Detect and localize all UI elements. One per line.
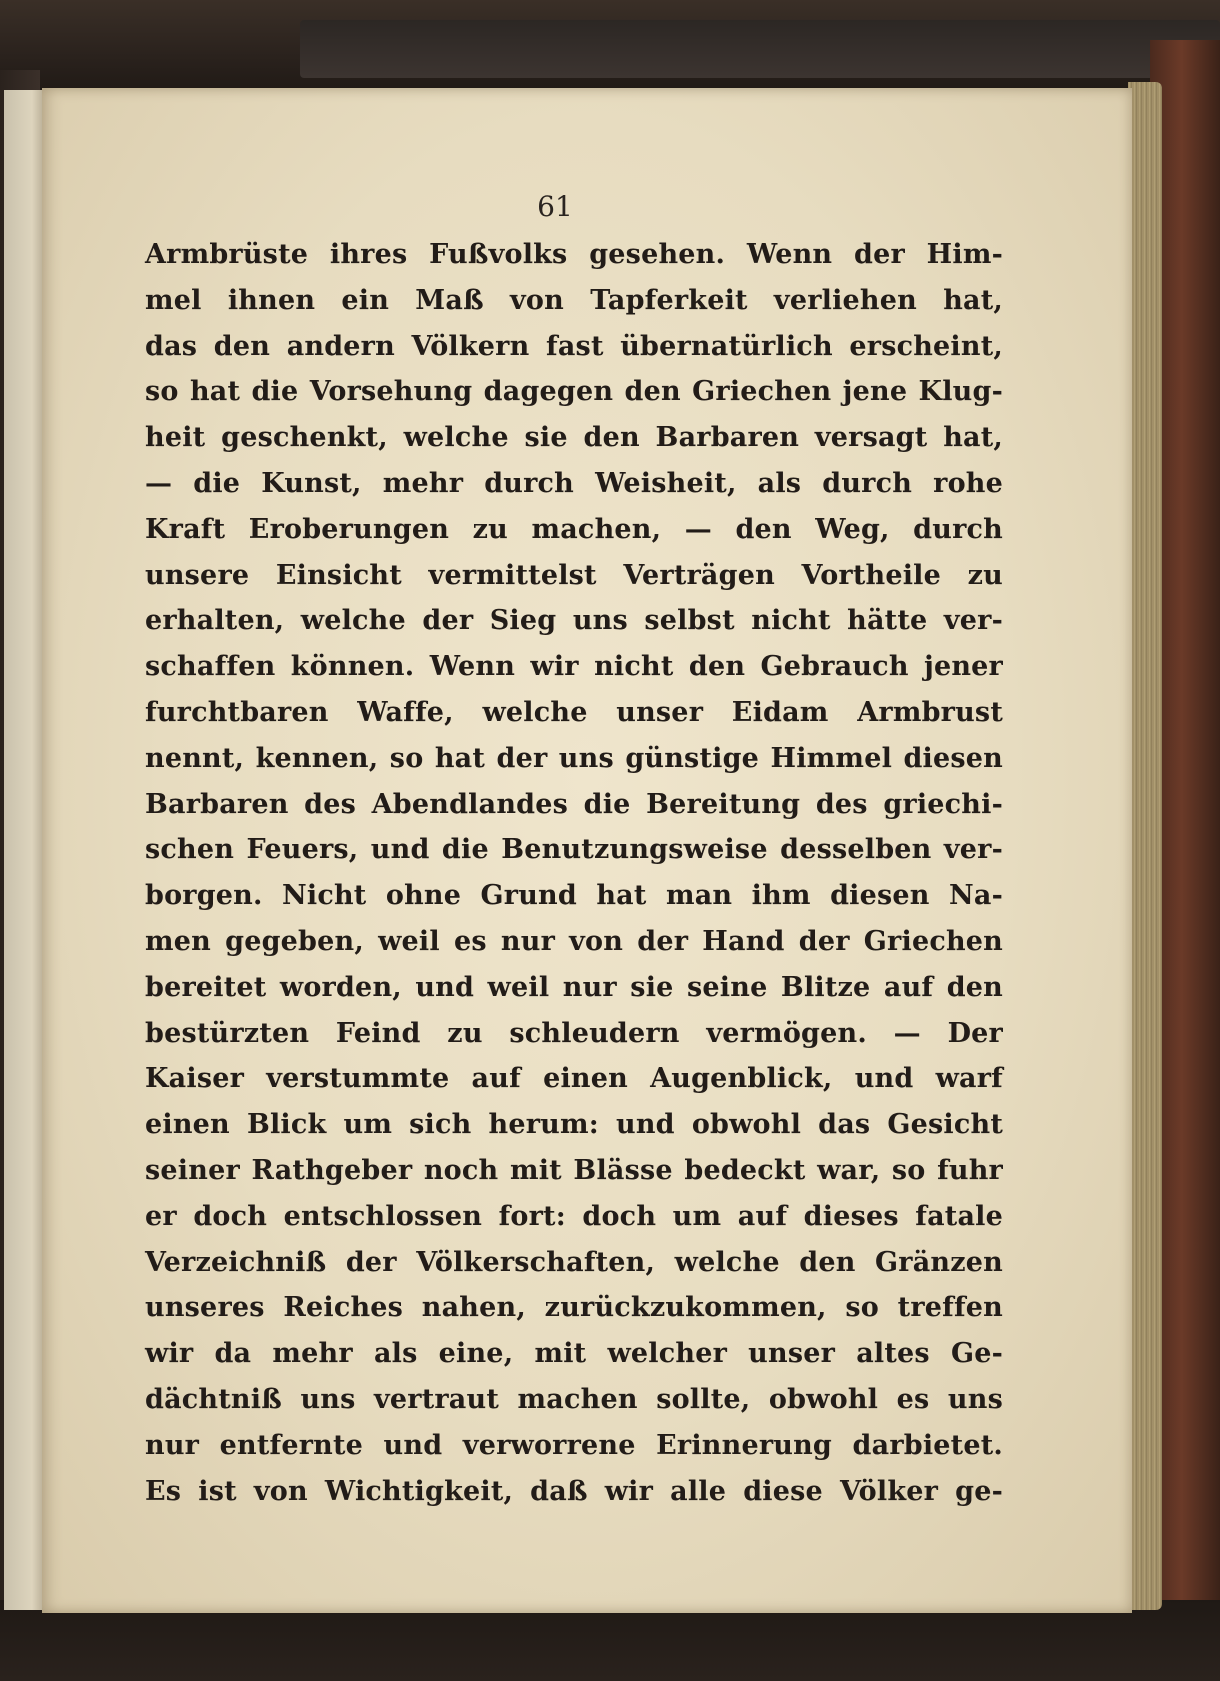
text-line: seiner Rathgeber noch mit Blässe bedeckt war, so fuhr: [145, 1154, 1003, 1186]
text-line: unsere Einsicht vermittelst Verträgen Vortheile zu: [145, 559, 1003, 591]
text-line: erhalten, welche der Sieg uns selbst nicht hätte ver-: [145, 605, 1003, 637]
text-line: Kaiser verstummte auf einen Augenblick, und warf: [145, 1063, 1003, 1095]
text-line: einen Blick um sich herum: und obwohl das Gesicht: [145, 1109, 1003, 1141]
text-line: borgen. Nicht ohne Grund hat man ihm diesen Na-: [145, 880, 1003, 912]
text-line: heit geschenkt, welche sie den Barbaren versagt hat,: [145, 422, 1003, 454]
text-line: so hat die Vorsehung dagegen den Griechen jene Klug-: [145, 376, 1003, 408]
text-line: bereitet worden, und weil nur sie seine Blitze auf den: [145, 971, 1003, 1003]
text-line: men gegeben, weil es nur von der Hand der Griechen: [145, 925, 1003, 957]
text-line: nur entfernte und verworrene Erinnerung darbietet.: [145, 1429, 1003, 1461]
text-line: er doch entschlossen fort: doch um auf dieses fatale: [145, 1200, 1003, 1232]
text-line: Kraft Eroberungen zu machen, — den Weg, durch: [145, 513, 1003, 545]
text-line: furchtbaren Waffe, welche unser Eidam Armbrust: [145, 696, 1003, 728]
text-line: Es ist von Wichtigkeit, daß wir alle diese Völker ge-: [145, 1475, 1003, 1507]
text-line: bestürzten Feind zu schleudern vermögen. — Der: [145, 1017, 1003, 1049]
previous-page-edge: [4, 90, 44, 1610]
text-line: Barbaren des Abendlandes die Bereitung des griechi-: [145, 788, 1003, 820]
text-line: Verzeichniß der Völkerschaften, welche den Gränzen: [145, 1246, 1003, 1278]
text-line: mel ihnen ein Maß von Tapferkeit verliehen hat,: [145, 284, 1003, 316]
text-line: schen Feuers, und die Benutzungsweise desselben ver-: [145, 834, 1003, 866]
text-line: nennt, kennen, so hat der uns günstige Himmel diesen: [145, 742, 1003, 774]
text-line: das den andern Völkern fast übernatürlich erscheint,: [145, 330, 1003, 362]
text-line: — die Kunst, mehr durch Weisheit, als durch rohe: [145, 467, 1003, 499]
page-number: 61: [537, 190, 573, 223]
page-text: [145, 232, 1003, 1514]
text-line: Armbrüste ihres Fußvolks gesehen. Wenn der Him-: [145, 239, 1003, 270]
text-line: schaffen können. Wenn wir nicht den Gebrauch jener: [145, 651, 1003, 683]
text-line: unseres Reiches nahen, zurückzukommen, so treffen: [145, 1292, 1003, 1324]
text-line: wir da mehr als eine, mit welcher unser altes Ge-: [145, 1338, 1003, 1370]
page-edges: [1128, 82, 1162, 1610]
text-line: dächtniß uns vertraut machen sollte, obwohl es uns: [145, 1383, 1003, 1415]
book-binding-band: [300, 20, 1220, 78]
